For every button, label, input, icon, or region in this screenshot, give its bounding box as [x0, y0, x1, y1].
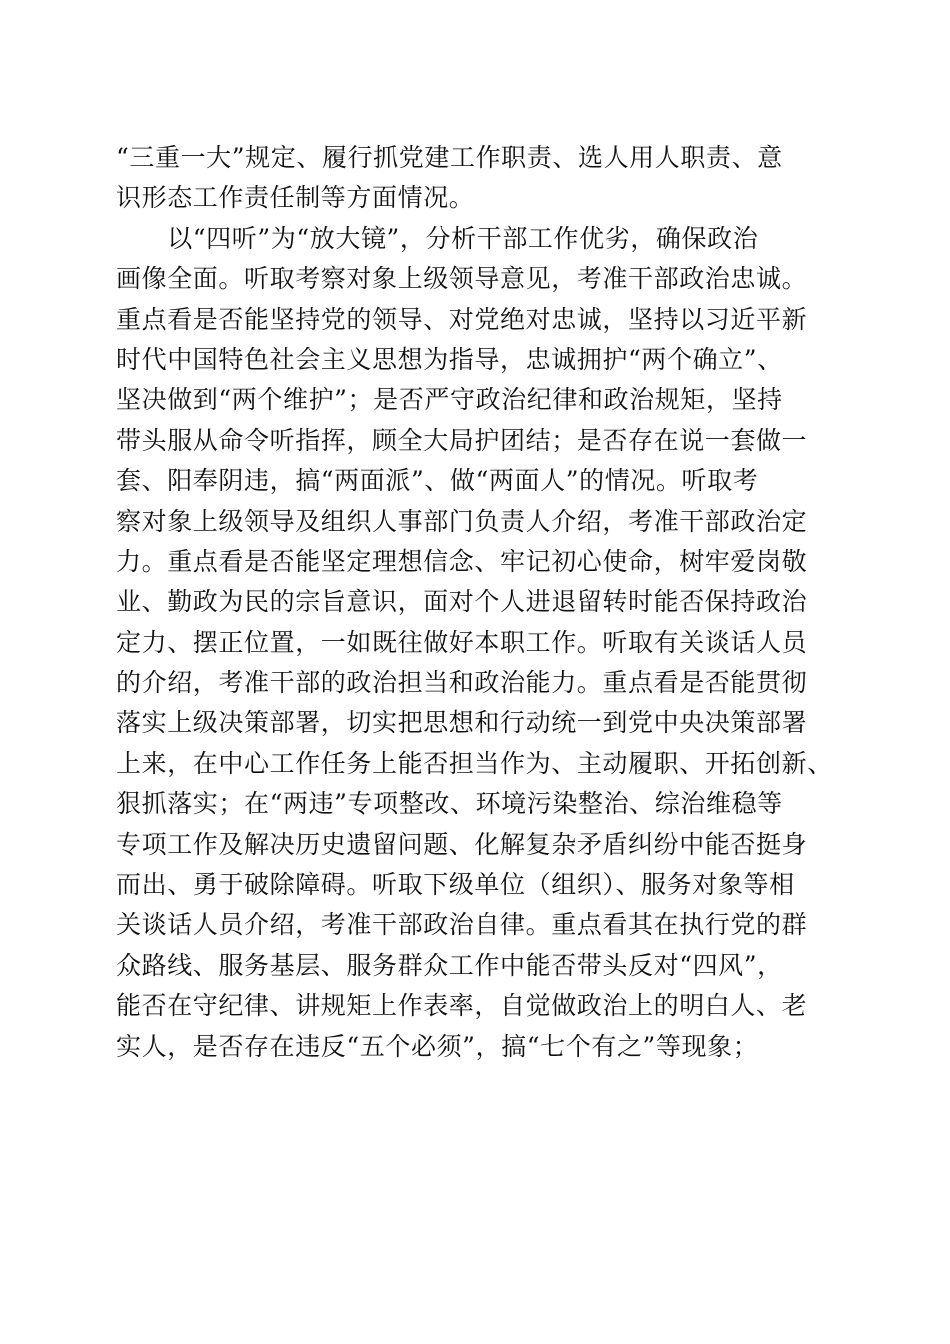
text-line: 坚决做到“两个维护”；是否严守政治纪律和政治规矩，坚持 [116, 385, 783, 415]
text-line: 套、阳奉阴违，搞“两面派”、做“两面人”的情况。听取考 [116, 466, 759, 496]
text-line: “三重一大”规定、履行抓党建工作职责、选人用人职责、意 [116, 143, 783, 172]
text-line: 时代中国特色社会主义思想为指导，忠诚拥护“两个确立”、 [116, 344, 783, 374]
text-line: 狠抓落实；在“两违”专项整改、环境污染整治、综治维稳等 [116, 789, 783, 819]
text-line: 带头服从命令听指挥，顾全大局护团结；是否存在说一套做一 [116, 425, 808, 455]
text-line: 的介绍，考准干部的政治担当和政治能力。重点看是否能贯彻 [116, 668, 808, 698]
text-line: 识形态工作责任制等方面情况。 [116, 183, 475, 213]
text-line: 落实上级决策部署，切实把思想和行动统一到党中央决策部署 [116, 708, 808, 738]
text-line: 专项工作及解决历史遗留问题、化解复杂矛盾纠纷中能否挺身 [116, 829, 808, 859]
text-line: 关谈话人员介绍，考准干部政治自律。重点看其在执行党的群 [116, 910, 808, 940]
text-line: 画像全面。听取考察对象上级领导意见，考准干部政治忠诚。 [116, 264, 808, 294]
text-line: 而出、勇于破除障碍。听取下级单位（组织）、服务对象等相 [116, 870, 795, 900]
text-line: 力。重点看是否能坚定理想信念、牢记初心使命，树牢爱岗敬 [116, 546, 808, 576]
body-text [116, 138, 836, 1067]
text-line: 众路线、服务基层、服务群众工作中能否带头反对“四风”， [116, 950, 783, 980]
text-line: 察对象上级领导及组织人事部门负责人介绍，考准干部政治定 [116, 506, 808, 536]
text-line: 以“四听”为“放大镜”，分析干部工作优劣，确保政治 [116, 223, 759, 253]
text-line: 定力、摆正位置，一如既往做好本职工作。听取有关谈话人员 [116, 627, 808, 657]
text-line: 重点看是否能坚持党的领导、对党绝对忠诚，坚持以习近平新 [116, 304, 808, 334]
text-line: 实人，是否存在违反“五个必须”，搞“七个有之”等现象； [116, 1031, 759, 1061]
text-line: 业、勤政为民的宗旨意识，面对个人进退留转时能否保持政治 [116, 587, 808, 617]
text-line: 能否在守纪律、讲规矩上作表率，自觉做政治上的明白人、老 [116, 991, 808, 1021]
text-line: 上来，在中心工作任务上能否担当作为、主动履职、开拓创新、 [116, 748, 833, 778]
